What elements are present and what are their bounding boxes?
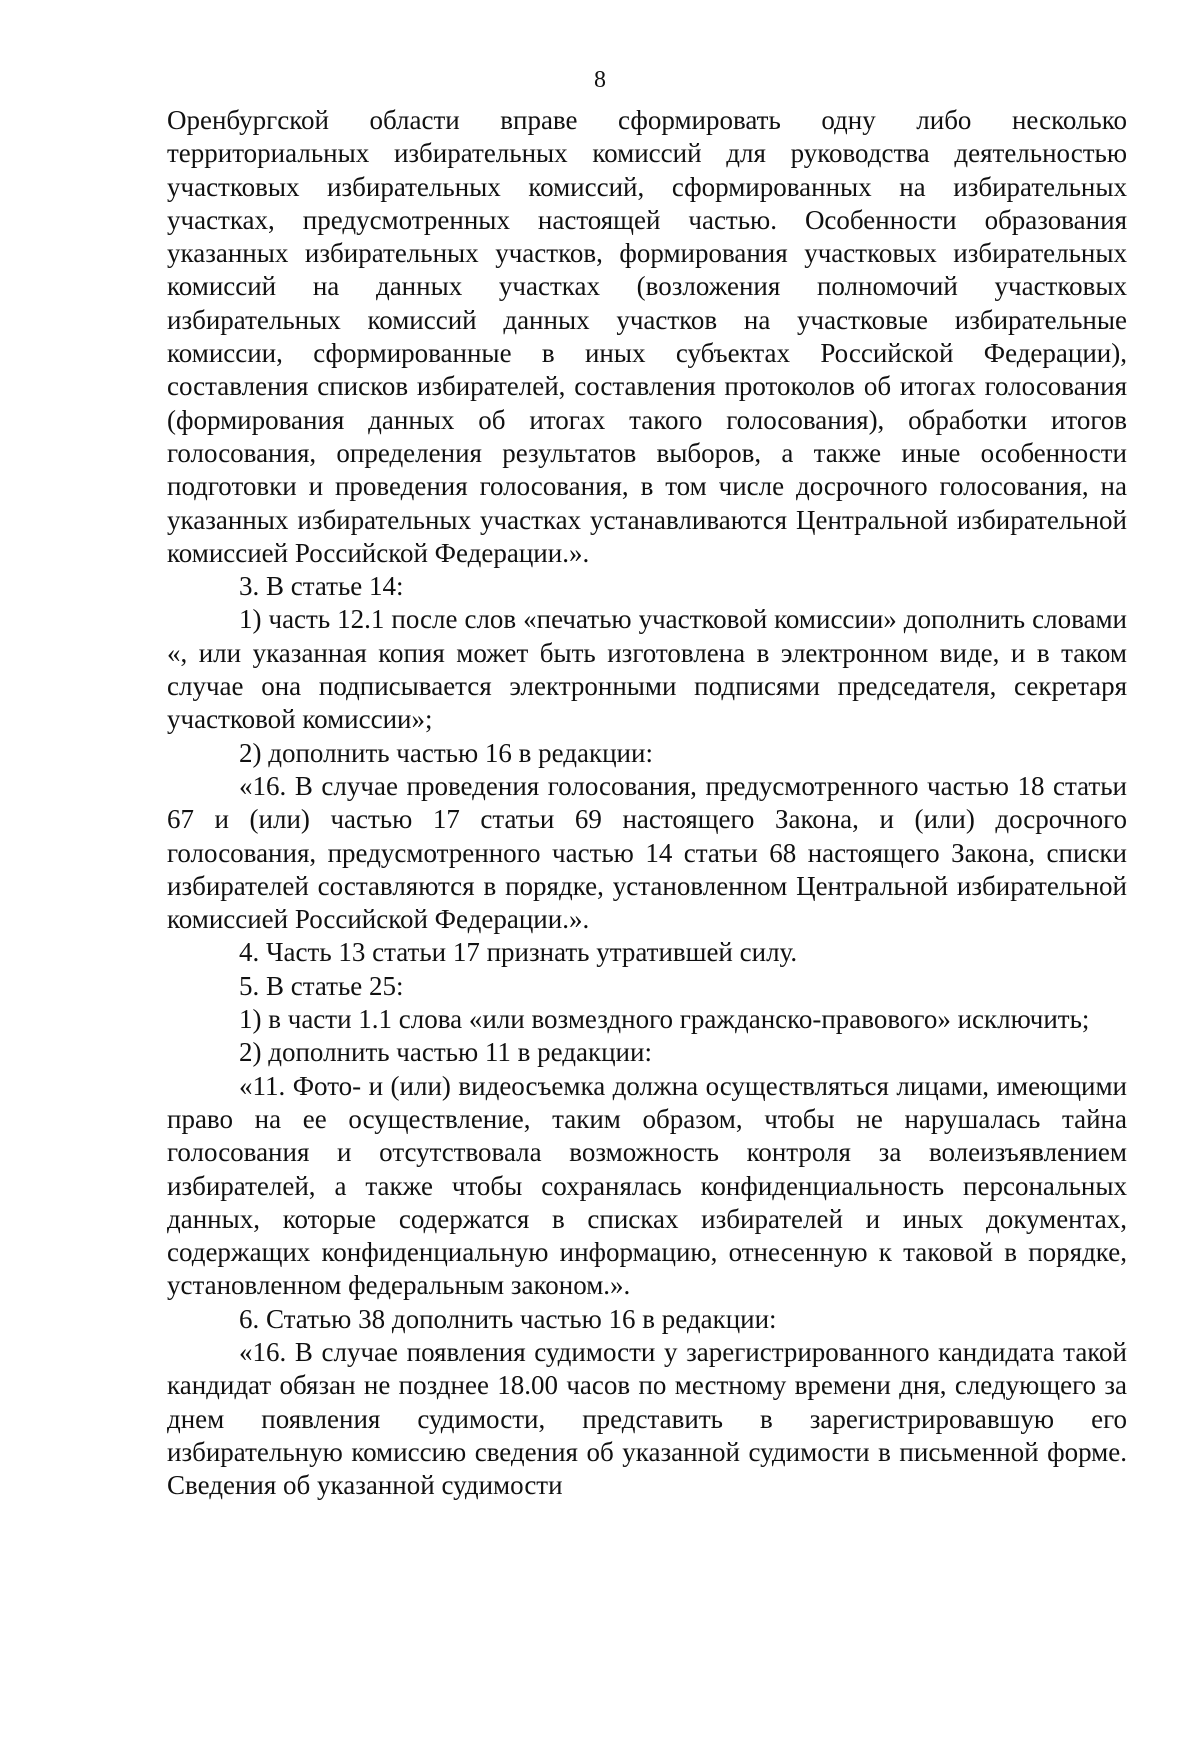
- paragraph: «11. Фото- и (или) видеосъемка должна осуществляться лицами, имеющими право на ее осуществление, таким образом, чтобы не нарушалась тайна голосования и отсутствовала возможность контроля за волеизъявлением избирателей, а также чтобы сохранялась конфиденциальность персональных данных, которые содержатся в списках избирателей и иных документах, содержащих конфиденциальную информацию, отнесенную к таковой в порядке, установленном федеральным законом.».: [167, 1070, 1127, 1301]
- paragraph: 5. В статье 25:: [239, 970, 404, 1001]
- paragraph: «16. В случае проведения голосования, предусмотренного частью 18 статьи 67 и (или) частью 17 статьи 69 настоящего Закона, и (или) досрочного голосования, предусмотренного частью 14 статьи 68 настоящего Закона, списки избирателей составляются в порядке, установленном Центральной избирательной комиссией Российской Федерации.».: [167, 770, 1127, 935]
- paragraph: 6. Статью 38 дополнить частью 16 в редакции:: [239, 1303, 777, 1334]
- paragraph: 4. Часть 13 статьи 17 признать утратившей силу.: [239, 937, 798, 968]
- paragraph: 2) дополнить частью 16 в редакции:: [239, 737, 653, 768]
- paragraph: 3. В статье 14:: [239, 571, 404, 602]
- document-body: [167, 104, 1127, 1502]
- paragraph: 1) в части 1.1 слова «или возмездного гражданско-правового» исключить;: [239, 1004, 1090, 1035]
- paragraph: «16. В случае появления судимости у зарегистрированного кандидата такой кандидат обязан не позднее 18.00 часов по местному времени дня, следующего за днем появления судимости, представить в зарегистрировавшую его избирательную комиссию сведения об указанной судимости в письменной форме. Сведения об указанной судимости: [167, 1336, 1127, 1501]
- paragraph: Оренбургской области вправе сформировать одну либо несколько территориальных избирательных комиссий для руководства деятельностью участковых избирательных комиссий, сформированных на избирательных участках, предусмотренных настоящей частью. Особенности образования указанных избирательных участков, формирования участковых избирательных комиссий на данных участках (возложения полномочий участковых избирательных комиссий данных участков на участковые избирательные комиссии, сформированные в иных субъектах Российской Федерации), составления списков избирателей, составления протоколов об итогах голосования (формирования данных об итогах такого голосования), обработки итогов голосования, определения результатов выборов, а также иные особенности подготовки и проведения голосования, в том числе досрочного голосования, на указанных избирательных участках устанавливаются Центральной избирательной комиссией Российской Федерации.».: [167, 105, 1127, 568]
- paragraph: 2) дополнить частью 11 в редакции:: [239, 1037, 652, 1068]
- page-number: 8: [594, 67, 606, 93]
- paragraph: 1) часть 12.1 после слов «печатью участковой комиссии» дополнить словами «, или указанная копия может быть изготовлена в электронном виде, и в таком случае она подписывается электронными подписями председателя, секретаря участковой комиссии»;: [167, 604, 1127, 735]
